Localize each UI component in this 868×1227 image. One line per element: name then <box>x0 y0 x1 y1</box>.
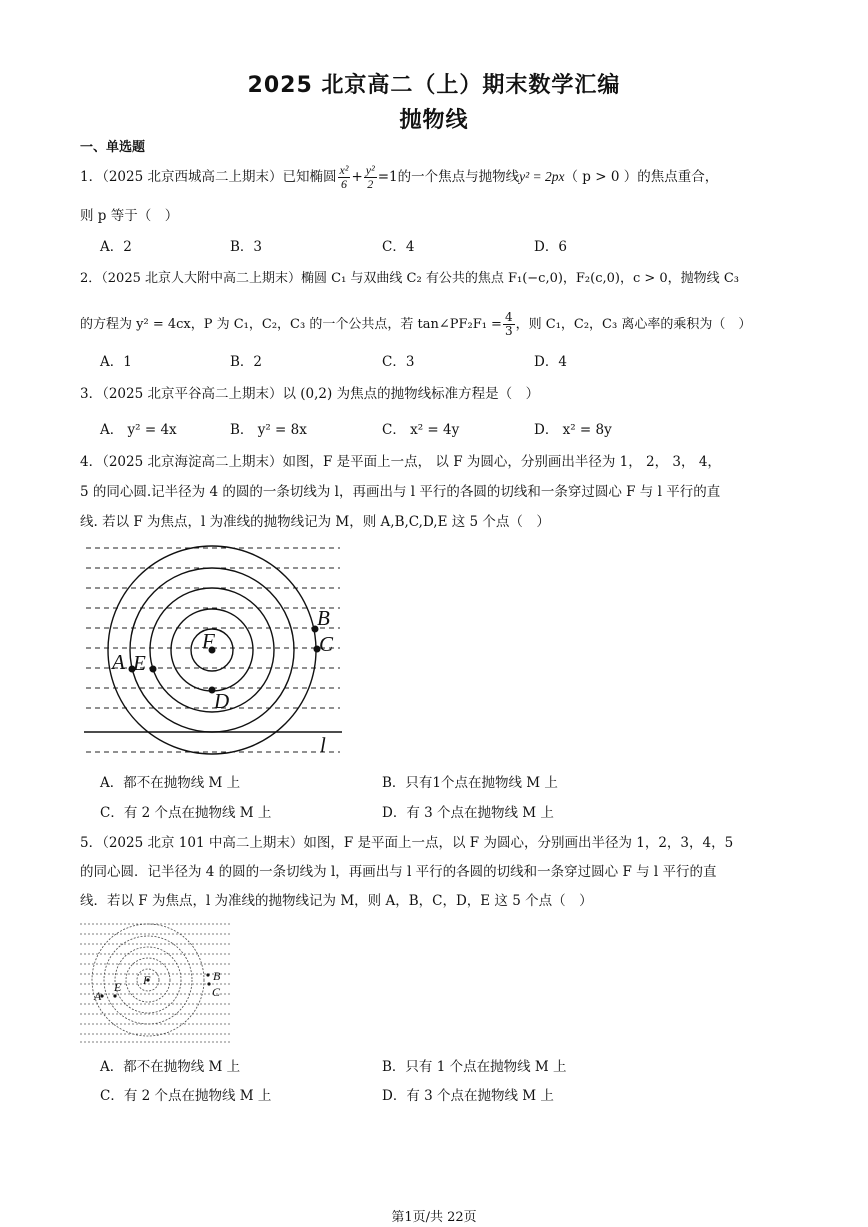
q1-condition: （ p > 0 ） <box>564 169 638 185</box>
q4-line3: 线. 若以 F 为焦点，l 为准线的抛物线记为 M，则 A,B,C,D,E 这 5 个点（ ） <box>80 514 550 530</box>
q2-line2-start: 的方程为 y² = 4cx，P 为 C₁，C₂，C₃ 的一个公共点，若 tan∠PF₂F₁ = <box>80 317 502 332</box>
q4-label-a: A <box>112 650 125 674</box>
q5-option-b[interactable]: B．只有 1 个点在抛物线 M 上 <box>382 1059 567 1075</box>
q5-label-e: E <box>114 980 122 994</box>
q3-option-d[interactable]: D． x² = 8y <box>534 422 612 438</box>
q2-option-a[interactable]: A．1 <box>100 354 132 370</box>
q3-line1: 3．（2025 北京平谷高二上期末）以 (0,2) 为焦点的抛物线标准方程是（ ） <box>80 386 540 402</box>
q1-plus: + <box>351 169 363 185</box>
q1-fraction-x: $\frac{\text{x²}}{6}$ <box>339 163 349 191</box>
q1-option-b[interactable]: B．3 <box>230 239 263 255</box>
q1-middle: 的一个焦点与抛物线 <box>397 169 520 185</box>
q4-concentric-circles-figure <box>82 540 344 762</box>
q2-option-b[interactable]: B．2 <box>230 354 263 370</box>
q4-label-f: F <box>202 629 215 653</box>
q2-line2 <box>80 311 800 338</box>
q1-option-d[interactable]: D．6 <box>534 239 567 255</box>
q1-prefix: 1．（2025 北京西城高二上期末）已知椭圆 <box>80 169 337 185</box>
q5-line1: 5．（2025 北京 101 中高二上期末）如图，F 是平面上一点，以 F 为圆心，分别画出半径为 1，2，3，4，5 <box>80 835 734 851</box>
q4-option-c[interactable]: C．有 2 个点在抛物线 M 上 <box>100 805 272 821</box>
q4-option-a[interactable]: A．都不在抛物线 M 上 <box>100 775 241 791</box>
q3-option-b[interactable]: B． y² = 8x <box>230 422 307 438</box>
q1-option-c[interactable]: C．4 <box>382 239 415 255</box>
q2-fraction: $\frac{4}{3}$ <box>504 310 513 338</box>
q5-line2: 的同心圆．记半径为 4 的圆的一条切线为 l，再画出与 l 平行的各圆的切线和一条穿过圆心 F 与 l 平行的直 <box>80 864 717 880</box>
q4-label-c: C <box>319 632 334 656</box>
q5-dashed-lines <box>80 924 230 1042</box>
q4-points <box>129 626 321 694</box>
q4-line2: 5 的同心圆.记半径为 4 的圆的一条切线为 l，再画出与 l 平行的各圆的切线和一条穿过圆心 F 与 l 平行的直 <box>80 484 721 500</box>
q1-equals: =1 <box>377 169 398 185</box>
q1-line1 <box>80 164 800 191</box>
q5-label-a: A <box>94 989 102 1003</box>
q5-line3: 线．若以 F 为焦点，l 为准线的抛物线记为 M，则 A，B，C，D，E 这 5 个点（ ） <box>80 893 593 909</box>
q3-option-a[interactable]: A． y² = 4x <box>100 422 177 438</box>
q1-parabola: y² = 2px <box>519 169 565 184</box>
document-title: 2025 北京高二（上）期末数学汇编 <box>247 73 621 98</box>
q4-label-b: B <box>317 606 330 630</box>
q5-label-b: B <box>213 969 221 983</box>
q5-label-c: C <box>212 985 221 999</box>
q1-suffix: 的焦点重合， <box>637 169 719 185</box>
q2-option-d[interactable]: D．4 <box>534 354 567 370</box>
q4-option-d[interactable]: D．有 3 个点在抛物线 M 上 <box>382 805 554 821</box>
q5-option-a[interactable]: A．都不在抛物线 M 上 <box>100 1059 241 1075</box>
q5-concentric-circles-figure <box>80 918 232 1046</box>
page-footer: 第1页/共 22页 <box>391 1210 477 1225</box>
q2-option-c[interactable]: C．3 <box>382 354 415 370</box>
q1-option-a[interactable]: A．2 <box>100 239 132 255</box>
q4-line1: 4．（2025 北京海淀高二上期末）如图，F 是平面上一点， 以 F 为圆心，分别画出半径为 1， 2， 3， 4， <box>80 454 721 470</box>
q4-option-b[interactable]: B．只有1个点在抛物线 M 上 <box>382 775 558 791</box>
q4-label-d: D <box>214 689 230 713</box>
q5-option-c[interactable]: C．有 2 个点在抛物线 M 上 <box>100 1088 272 1104</box>
q5-label-f: F <box>143 973 151 987</box>
q1-line2: 则 p 等于（ ） <box>80 208 179 224</box>
document-subtitle: 抛物线 <box>399 108 469 133</box>
q5-option-d[interactable]: D．有 3 个点在抛物线 M 上 <box>382 1088 554 1104</box>
q3-option-c[interactable]: C． x² = 4y <box>382 422 460 438</box>
q2-line1: 2．（2025 北京人大附中高二上期末）椭圆 C₁ 与双曲线 C₂ 有公共的焦点 F₁(−c,0)，F₂(c,0)，c > 0，抛物线 C₃ <box>80 271 739 286</box>
q4-label-e: E <box>133 651 146 675</box>
q1-fraction-y: $\frac{\text{y²}}{2}$ <box>365 163 375 191</box>
section-heading: 一、单选题 <box>80 140 146 155</box>
q2-line2-end: ，则 C₁，C₂，C₃ 离心率的乘积为（ ） <box>515 317 752 332</box>
q4-label-l: l <box>320 733 326 757</box>
